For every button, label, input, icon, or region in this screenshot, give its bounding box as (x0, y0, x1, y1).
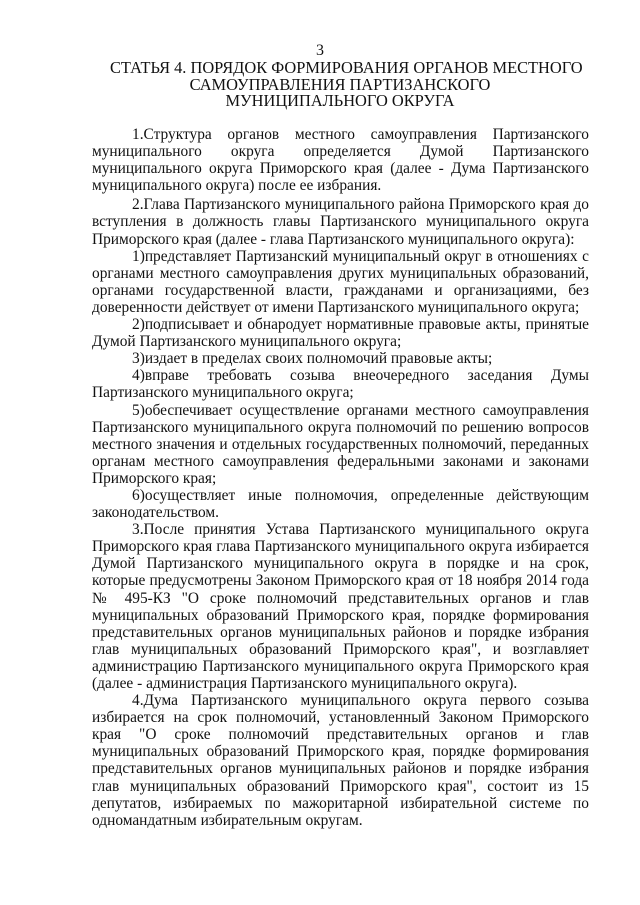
list-item-signs-acts: 2)подписывает и обнародует нормативные правовые акты, принятые Думой Партизанского муниципального округа; (92, 316, 589, 351)
list-item-ensures-powers: 5)обеспечивает осуществление органами местного самоуправления Партизанского муниципального округа полномочий по решению вопросов местного значения и отдельных государственных полномочий, переданных органам местного самоуправления федеральными законами и законами Приморского края; (92, 401, 589, 487)
article-body (92, 126, 589, 829)
list-item-other-powers: 6)осуществляет иные полномочия, определенные действующим законодательством. (92, 486, 589, 522)
paragraph-head-transition: 2.Глава Партизанского муниципального района Приморского края до вступления в должность главы Партизанского муниципального округа Приморского края (далее - глава Партизанского муниципального округа): (92, 196, 589, 248)
list-item-issues-acts: 3)издает в пределах своих полномочий правовые акты; (132, 350, 493, 368)
list-item-represents: 1)представляет Партизанский муниципальный округ в отношениях с органами местного самоуправления других муниципальных образований, органами государственной власти, гражданами и организациями, без доверенности действует от имени Партизанского муниципального округа; (92, 247, 589, 316)
paragraph-structure: 1.Структура органов местного самоуправления Партизанского муниципального округа определяется Думой Партизанского муниципального округа Приморского края (далее - Дума Партизанского муниципального округа) после ее избрания. (92, 126, 589, 195)
page-number: 3 (316, 42, 324, 59)
article-heading-line: МУНИЦИПАЛЬНОГО ОКРУГА (225, 91, 455, 111)
article-heading (110, 58, 583, 111)
list-item-convene-session: 4)вправе требовать созыва внеочередного заседания Думы Партизанского муниципального округа; (92, 367, 589, 402)
article-heading-line: СТАТЬЯ 4. ПОРЯДОК ФОРМИРОВАНИЯ ОРГАНОВ МЕСТНОГО (110, 58, 583, 77)
article-heading-line: САМОУПРАВЛЕНИЯ ПАРТИЗАНСКОГО (189, 74, 491, 94)
paragraph-head-election: 3.После принятия Устава Партизанского муниципального округа Приморского края глава Партизанского муниципального округа избирается Думой Партизанского муниципального округа в порядке и на срок, которые предусмотрены Законом Приморского края от 18 ноября 2014 года № 495-КЗ "О сроке полномочий представительных органов и глав муниципальных образований Приморского края, порядке формирования представительных органов муниципальных районов и порядке избрания глав муниципальных образований Приморского края", и возглавляет администрацию Партизанского муниципального округа Приморского края (далее - администрация Партизанского муниципального округа). (92, 521, 589, 692)
paragraph-duma-first-convocation: 4.Дума Партизанского муниципального округа первого созыва избирается на срок полномочий, установленный Законом Приморского края "О сроке полномочий представительных органов и глав муниципальных образований Приморского края, порядке формирования представительных органов муниципальных районов и порядке избрания глав муниципальных образований Приморского края", состоит из 15 депутатов, избираемых по мажоритарной избирательной системе по одномандатным избирательным округам. (92, 692, 589, 829)
